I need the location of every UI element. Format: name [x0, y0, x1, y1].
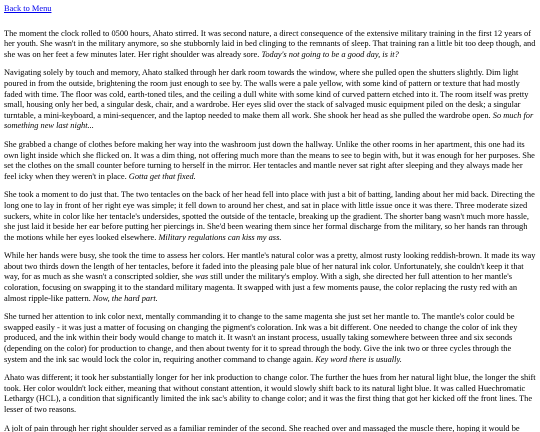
story-paragraph: Navigating solely by touch and memory, Ahato stalked through her dark room towards the window, where she pulled open the shutters slightly. Dim light poured in from the outside, brightening the room just enough to see by. The walls were a pale yellow, with some kind of pattern or texture that had mostly faded with time. The floor was cold, earth-toned tiles, and the ceiling a dull white with some kind of curved pattern etched into it. The room itself was pretty small, housing only her bed, a singular desk, chair, and a wardrobe. Her eyes slid over the stack of salvaged music equipment piled on the desk; a singular turntable, a mini-keyboard, a mini-sequencer, and the laptop needed to make them all work. She shook her head as she pulled the wardrobe open. So much for something new last night...	[4, 68, 534, 131]
story-paragraph: She grabbed a change of clothes before making her way into the washroom just down the hallway. Unlike the other rooms in her apartment, this one had its own light inside which she flicked on. It was a dim thing, not offering much more than the means to see to begin with, but it was enough for her purposes. She set the clothes on the small counter before turning to herself in the mirror. Her tentacles and mantle never sat right after sleeping and they always made her feel icky when they weren't in place. Gotta get that fixed.	[4, 139, 535, 181]
story-paragraph: She turned her attention to ink color next, mentally commanding it to change to the same magenta she just set her mantle to. The mantle's color could be swapped easily - it was just a matter of focusing on changing the pigment's coloration. Ink was a bit different. One needed to change the color of ink they produced, and the ink within their body would change to match it. It wasn't an instant process, usually taking somewhere between three and six seconds (depending on the color) for production to change, and then about twenty for it to spread through the body. Give the ink two or three cycles through the system and the ink sac would lock the color in, requiring another command to change again. Key word there is usually.	[4, 312, 518, 364]
story-paragraph: She took a moment to do just that. The two tentacles on the back of her head fell into place with just a bit of batting, landing about her mid back. Directing the long one to lay in front of her right eye was simple; it fell down to around her chest, and sat in place with little issue once it was there. Three moderate sized suckers, white in color like her tentacle's undersides, spotted the outside of the tentacle, breaking up the gradient. The shorter bang wasn't much more hassle, she just laid it beside her ear before putting her piercings in. She'd been wearing them since her formal discharge from the military, so her hands ran through the motions while her eyes looked elsewhere. Military regulations can kiss my ass.	[4, 190, 535, 242]
story-paragraph: While her hands were busy, she took the time to assess her colors. Her mantle's natural color was a pretty, almost rusty looking reddish-brown. It made its way about two thirds down the length of her tentacles, before it faded into the pleasing pale blue of her natural ink color. Unfortunately, she couldn't keep it that way, for as much as she wasn't a conscripted soldier, she was still under the military's employ. With a sigh, she directed her full attention to her mantle's coloration, focusing on swapping it to the standard military magenta. It swapped with just a few moments pause, the color replacing the rusty red with an almost ripple-like pattern. Now, the hard part.	[4, 251, 536, 303]
story-paragraph: Ahato was different; it took her substantially longer for her ink production to change color. The further the hues from her natural light blue, the longer the shift took. Her color wouldn't lock either, meaning that without constant attention, it would slowly shift back to its natural light blue. It was called Huechromatic Lethargy (HCL), a condition that significantly limited the ink sac's ability to change color; and it was the first thing that got her kicked off the front lines. The lesser of two reasons.	[4, 373, 536, 414]
story-paragraph: A jolt of pain through her right shoulder served as a familiar reminder of the second. She reached over and massaged the muscle there, hoping it would be	[4, 423, 520, 432]
story-paragraph: The moment the clock rolled to 0500 hours, Ahato stirred. It was second nature, a direct consequence of the extensive military training in the first 12 years of her youth. She wasn't in the military anymore, so she stubbornly laid in bed clinging to the remnants of sleep. That training ran a little bit too deep though, and she was on her feet a few minutes later. Her right shoulder was already sore. Today's not going to be a good day, is it?	[4, 28, 536, 59]
back-to-menu-link[interactable]: Back to Menu	[4, 4, 52, 13]
